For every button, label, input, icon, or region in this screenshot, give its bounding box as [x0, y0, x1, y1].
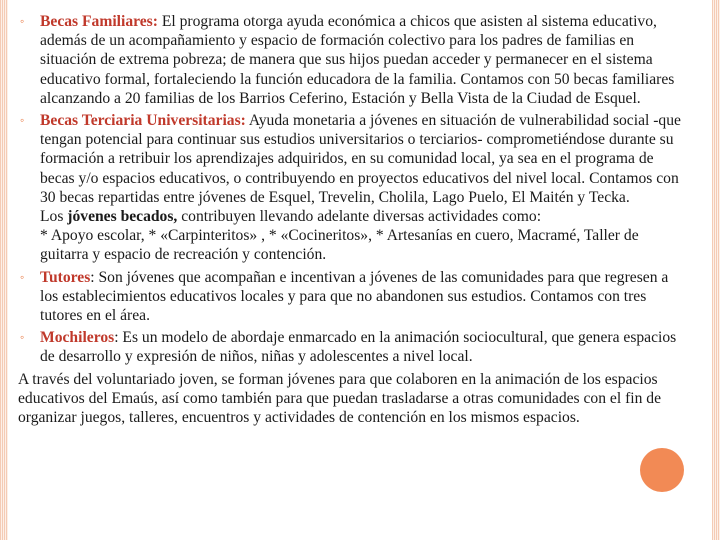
slide-body [18, 12, 686, 427]
item-heading: Becas Familiares [40, 13, 153, 30]
becados-line-pre: Los [40, 208, 68, 226]
decorative-border-left [0, 0, 8, 540]
becados-line-post: contribuyen llevando adelante diversas actividades como: [177, 208, 542, 226]
item-text: Ayuda monetaria a jóvenes en situación de vulnerabilidad social -que tengan potencial para continuar sus estudios universitarios o terciarios- comprometiéndose durante su formación a retribuir los aprendizajes adquiridos, en su comunidad local, ya sea en el programa de becas y/o espacios educativos, o contribuyendo en proyectos educativos del nivel local. Contamos con 30 becas repartidas entre jóvenes de Esquel, Trevelin, Cholila, Lago Puelo, El Maitén y Tecka. [40, 112, 681, 206]
item-text: : Es un modelo de abordaje enmarcado en la animación sociocultural, que genera espacios de desarrollo y expresión de niños, niñas y adolescentes a nivel local. [40, 329, 677, 366]
bullet-icon: ◦ [20, 330, 25, 345]
item-text: El programa otorga ayuda económica a chicos que asisten al sistema educativo, además de un acompañamiento y espacio de formación colectivo para los padres de familias en situación de extrema pobreza; de manera que sus hijos puedan acceder y permanecer en el sistema educativo formal, fortaleciendo la función educadora de la familia. Contamos con 50 becas familiares alcanzando a 20 familias de los Barrios Ceferino, Estación y Bella Vista de la Ciudad de Esquel. [40, 13, 675, 107]
list-item-tutores [18, 268, 686, 326]
bullet-icon: ◦ [20, 14, 25, 28]
decorative-border-right [712, 0, 720, 540]
list-item-becas-terciaria [18, 111, 686, 265]
closing-paragraph: A través del voluntariado joven, se forman jóvenes para que colaboren en la animación de los espacios educativos del Emaús, así como también para que puedan trasladarse a otras comunidades con el fin de organizar juegos, talleres, encuentros y actividades de contención en los mismos espacios. [18, 370, 662, 427]
becados-line-bold: jóvenes becados, [67, 208, 178, 226]
list-item-mochileros [18, 328, 686, 366]
list-item-becas-familiares [18, 12, 686, 108]
item-heading: Mochileros [40, 329, 115, 347]
decorative-orange-circle [640, 448, 684, 492]
bullet-icon: ◦ [20, 113, 25, 128]
bullet-icon: ◦ [20, 269, 25, 284]
item-heading: Tutores [40, 268, 91, 286]
item-heading: Becas Terciaria Universitarias: [40, 112, 246, 130]
item-heading-colon: : [152, 13, 158, 30]
activities-line: * Apoyo escolar, * «Carpinteritos» , * «Cocineritos», * Artesanías en cuero, Macramé, Taller de guitarra y espacio de recreación y contención. [40, 227, 639, 264]
item-text: : Son jóvenes que acompañan e incentivan a jóvenes de las comunidades para que regresen a los establecimientos educativos locales y para que no abandonen sus estudios. Contamos con tres tutores en el área. [40, 268, 669, 325]
becados-line [40, 207, 686, 226]
